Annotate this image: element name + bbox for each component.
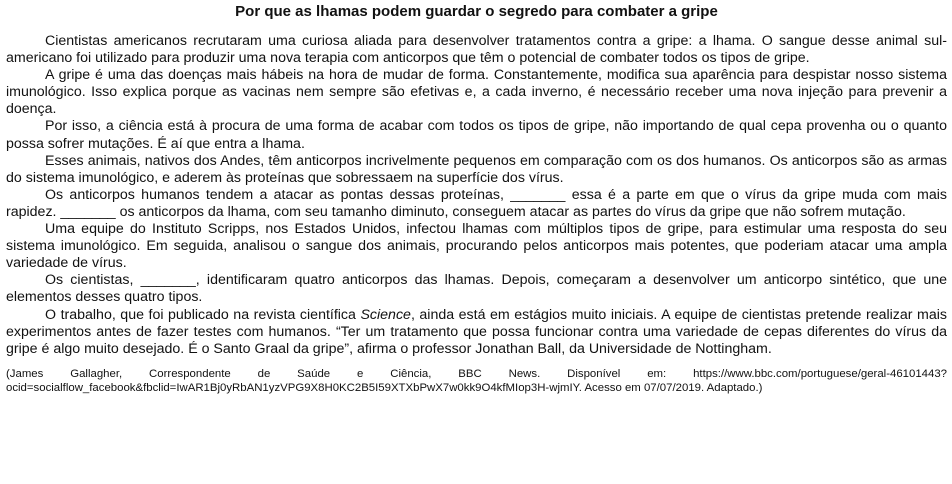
article-body: [6, 33, 947, 358]
source-citation: (James Gallagher, Correspondente de Saúde e Ciência, BBC News. Disponível em: https://www.bbc.com/portuguese/geral-46101443?ocid=socialflow_facebook&fbclid=IwAR1Bj0yRbAN1yzVPG9X8H0KC2B5I59XTXbPwX7w0kk9O4kfMIop3H-wjmIY. Acesso em 07/07/2019. Adaptado.): [6, 367, 947, 394]
paragraph-5: Os anticorpos humanos tendem a atacar as pontas dessas proteínas, _______ essa é a parte em que o vírus da gripe muda com mais rapidez. _______ os anticorpos da lhama, com seu tamanho diminuto, conseguem atacar as partes do vírus da gripe que não sofrem mutação.: [6, 186, 947, 220]
paragraph-8: [6, 307, 947, 358]
article-title: Por que as lhamas podem guardar o segredo para combater a gripe: [235, 3, 718, 20]
paragraph-1: Cientistas americanos recrutaram uma curiosa aliada para desenvolver tratamentos contra a gripe: a lhama. O sangue desse animal sul-americano foi utilizado para produzir uma nova terapia com anticorpos que têm o potencial de combater todos os tipos de gripe.: [6, 33, 947, 67]
journal-name: Science: [360, 306, 411, 323]
paragraph-3: Por isso, a ciência está à procura de uma forma de acabar com todos os tipos de gripe, não importando de qual cepa provenha ou o quanto possa sofrer mutações. É aí que entra a lhama.: [6, 118, 947, 152]
paragraph-6: Uma equipe do Instituto Scripps, nos Estados Unidos, infectou lhamas com múltiplos tipos de gripe, para estimular uma resposta do seu sistema imunológico. Em seguida, analisou o sangue dos animais, procurando pelos anticorpos mais potentes, que poderiam atacar uma ampla variedade de vírus.: [6, 221, 947, 272]
paragraph-7: Os cientistas, _______, identificaram quatro anticorpos das lhamas. Depois, começaram a desenvolver um anticorpo sintético, que une elementos desses quatro tipos.: [6, 272, 947, 306]
paragraph-8-start: O trabalho, que foi publicado na revista científica: [45, 306, 361, 323]
paragraph-8-end: , ainda está em estágios muito iniciais. A equipe de cientistas pretende realizar mais experimentos antes de fazer testes com humanos. “Ter um tratamento que possa funcionar contra uma variedade de cepas diferentes do vírus da gripe é algo muito desejado. É o Santo Graal da gripe”, afirma o professor Jonathan Ball, da Universidade de Nottingham.: [6, 306, 947, 357]
paragraph-2: A gripe é uma das doenças mais hábeis na hora de mudar de forma. Constantemente, modifica sua aparência para despistar nosso sistema imunológico. Isso explica porque as vacinas nem sempre são efetivas e, a cada inverno, é necessário receber uma nova injeção para prevenir a doença.: [6, 67, 947, 118]
paragraph-4: Esses animais, nativos dos Andes, têm anticorpos incrivelmente pequenos em comparação com os dos humanos. Os anticorpos são as armas do sistema imunológico, e aderem às proteínas que sobressaem na superfície dos vírus.: [6, 152, 947, 186]
